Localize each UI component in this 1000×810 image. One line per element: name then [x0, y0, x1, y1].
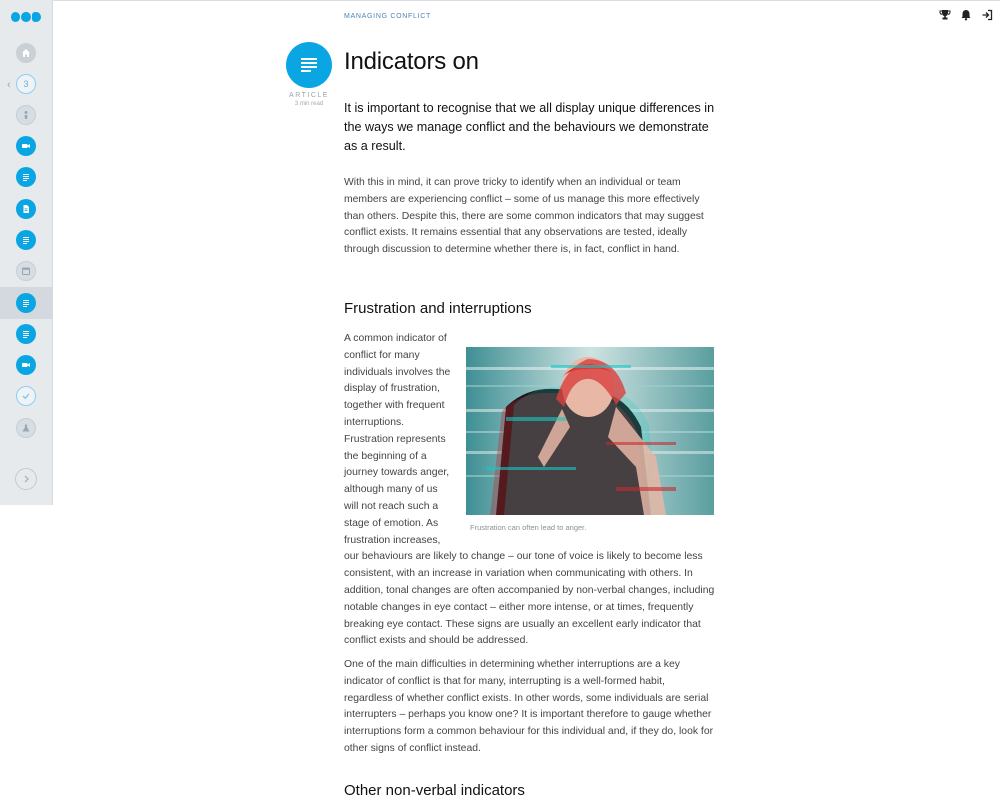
image-caption: Frustration can often lead to anger. [470, 523, 587, 532]
article-type-label: ARTICLE [289, 92, 329, 99]
article-icon [21, 235, 31, 245]
sidebar-back-chevron-icon[interactable]: ‹ [7, 79, 11, 91]
sidebar-item-article-3[interactable] [16, 324, 36, 344]
home-icon [21, 48, 31, 58]
sidebar-item-person[interactable] [16, 105, 36, 125]
sidebar-home-button[interactable] [16, 43, 36, 63]
bell-icon[interactable] [960, 8, 972, 20]
article-lead: It is important to recognise that we all display unique differences in the ways we manage conflict and the behaviours we demonstrate as a result. [344, 101, 715, 153]
person-icon [21, 110, 31, 120]
section-heading-nonverbal: Other non-verbal indicators [344, 782, 525, 799]
article-type-badge [286, 42, 332, 88]
sidebar-item-article-2[interactable] [16, 230, 36, 250]
logout-icon[interactable] [981, 8, 993, 20]
chevron-right-icon [21, 474, 31, 484]
sidebar-item-video-2[interactable] [16, 355, 36, 375]
sidebar-item-calendar[interactable] [16, 261, 36, 281]
sidebar-item-document[interactable] [16, 199, 36, 219]
page-title: Indicators on [344, 48, 479, 75]
video-icon [21, 360, 31, 370]
article-paragraph-2: A common indicator of conflict for many individuals involves the display of frustration, together with frequent interruptions. Frustration represents the beginning of a journey towards anger, although many of us will not reach such a stage of emotion. As frustration increases, our behaviours are likely to change – our tone of voice is likely to become less consistent, with an increase in variation when communicating with others. In addition, tonal changes are often accompanied by non-verbal changes, including notable changes in eye contact – either more intense, or at times, frequently breaking eye contact. These signs are usually an excellent early indicator that conflict exists and should be addressed. [344, 333, 715, 647]
article-paragraph-3: One of the main difficulties in determining whether interruptions are a key indicator of conflict is that for many, interrupting is a well-formed habit, regardless of whether conflict exists. In other words, some individuals are serial interrupters – perhaps you know one? It is important therefore to gauge whether interruptions form a common behaviour for this individual and, if they do, look for other signs of conflict instead. [344, 659, 714, 754]
article-category: MANAGING CONFLICT [344, 13, 431, 20]
document-icon [21, 204, 31, 214]
top-divider [0, 0, 1000, 1]
section-heading-frustration: Frustration and interruptions [344, 300, 532, 317]
article-read-time: 3 min read [294, 101, 324, 107]
sidebar-item-checkpoint[interactable] [16, 386, 36, 406]
app-logo[interactable] [11, 12, 41, 22]
flask-icon [21, 423, 31, 433]
module-sidebar [0, 0, 53, 505]
progress-step-number: 3 [23, 79, 29, 89]
frustrated-person-image [466, 347, 714, 515]
calendar-icon [21, 266, 31, 276]
sidebar-next-button[interactable] [15, 468, 37, 490]
trophy-icon[interactable] [939, 8, 951, 20]
sidebar-item-article-current[interactable] [16, 293, 36, 313]
article-paragraph-1: With this in mind, it can prove tricky to identify when an individual or team members are experiencing conflict – some of us manage this more effectively than others. Despite this, there are some common indicators that may suggest conflict exists. It remains essential that any observations are tested, ideally through discussion to determine whether there is, in fact, conflict in hand. [344, 177, 704, 256]
top-toolbar [939, 8, 993, 20]
sidebar-item-assessment[interactable] [16, 418, 36, 438]
video-icon [21, 141, 31, 151]
article-icon [21, 298, 31, 308]
article-icon [299, 56, 319, 74]
check-icon [21, 391, 31, 401]
sidebar-item-video-1[interactable] [16, 136, 36, 156]
article-figure [466, 347, 716, 532]
article-section-frustration [344, 331, 716, 650]
sidebar-progress-step[interactable] [16, 74, 36, 94]
sidebar-item-article-1[interactable] [16, 167, 36, 187]
article-icon [21, 329, 31, 339]
article-icon [21, 172, 31, 182]
